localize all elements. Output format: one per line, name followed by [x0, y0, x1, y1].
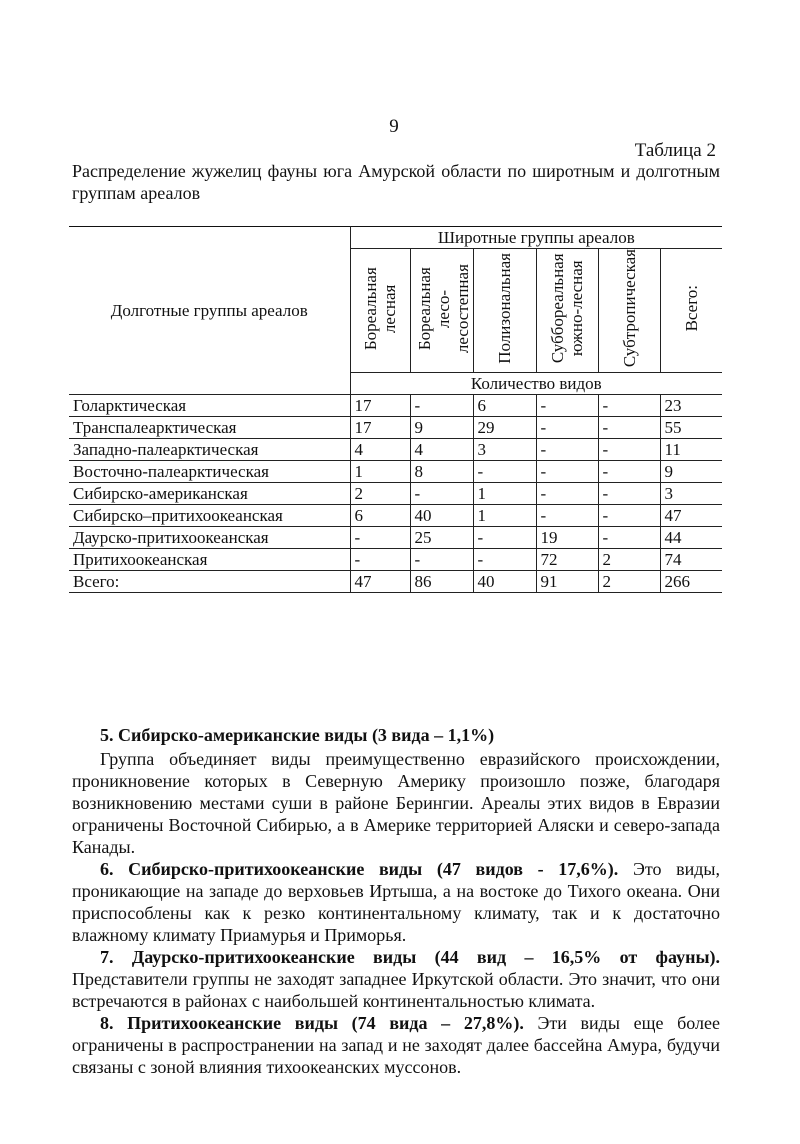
body-text: [72, 724, 720, 1078]
paragraph: [72, 1012, 720, 1078]
table-cell: 40: [410, 505, 473, 527]
row-header: Долготные группы ареалов: [69, 227, 350, 395]
paragraph: [72, 946, 720, 1012]
table-cell: 17: [350, 395, 410, 417]
column-header: Бореальная лесная: [350, 249, 410, 373]
group-header: Широтные группы ареалов: [350, 227, 722, 249]
table-row: [69, 483, 722, 505]
table-cell: 40: [473, 571, 536, 593]
table-row: [69, 527, 722, 549]
row-label: Западно-палеарктическая: [69, 439, 350, 461]
paragraph-text: Это виды, проникающие на западе до верховьев Иртыша, а на востоке до Тихого океана. Они приспособлены как к резко континентальному климату, так и к достаточно влажному климату Приамурья и Приморья.: [72, 859, 721, 945]
column-header: Полизональная: [473, 249, 536, 373]
table-label: Таблица 2: [634, 140, 716, 161]
row-label: Сибирско–притихоокеанская: [69, 505, 350, 527]
table-cell: 2: [598, 549, 660, 571]
table-cell: -: [598, 417, 660, 439]
row-label: Транспалеарктическая: [69, 417, 350, 439]
table-cell: 266: [660, 571, 722, 593]
units-header: Количество видов: [350, 373, 722, 395]
table-cell: -: [536, 461, 598, 483]
table-cell: -: [598, 395, 660, 417]
table-cell: -: [410, 483, 473, 505]
table-cell: 17: [350, 417, 410, 439]
table-cell: 3: [660, 483, 722, 505]
table-cell: 9: [410, 417, 473, 439]
table-row: [69, 571, 722, 593]
table-cell: 47: [660, 505, 722, 527]
table-cell: 4: [410, 439, 473, 461]
table-cell: 2: [598, 571, 660, 593]
section-heading: 7. Даурско-притихоокеанские виды (44 вид – 16,5% от фауны).: [100, 947, 720, 967]
row-label: Голарктическая: [69, 395, 350, 417]
page-number: 9: [389, 116, 399, 137]
column-header: Всего:: [660, 249, 722, 373]
table-cell: -: [536, 395, 598, 417]
table-row: [69, 461, 722, 483]
column-header: Бореальная лесо-лесостепная: [410, 249, 473, 373]
table-cell: -: [410, 395, 473, 417]
table-cell: 1: [473, 505, 536, 527]
table-cell: -: [473, 527, 536, 549]
table-cell: -: [473, 461, 536, 483]
paragraph-text: Представители группы не заходят западнее Иркутской области. Это значит, что они встречаются в районах с наибольшей континентальностью климата.: [72, 969, 720, 1011]
table-cell: 74: [660, 549, 722, 571]
row-label: Сибирско-американская: [69, 483, 350, 505]
table-cell: 72: [536, 549, 598, 571]
paragraph-text: Эти виды еще более ограничены в распространении на запад и не заходят далее бассейна Амура, будучи связаны с зоной влияния тихоокеанских муссонов.: [72, 1013, 720, 1077]
table-row: [69, 395, 722, 417]
table-cell: 6: [473, 395, 536, 417]
table-cell: -: [410, 549, 473, 571]
table-cell: 11: [660, 439, 722, 461]
table-cell: 55: [660, 417, 722, 439]
table-cell: 23: [660, 395, 722, 417]
table-cell: 8: [410, 461, 473, 483]
table-cell: -: [536, 483, 598, 505]
table-cell: -: [598, 439, 660, 461]
table-cell: 86: [410, 571, 473, 593]
column-header: Субтропическая: [598, 249, 660, 373]
species-distribution-table: [69, 226, 722, 593]
table-cell: -: [598, 505, 660, 527]
table-cell: -: [598, 527, 660, 549]
table-cell: 29: [473, 417, 536, 439]
section-heading: 5. Сибирско-американские виды (3 вида – 1,1%): [100, 725, 495, 745]
table-cell: -: [350, 527, 410, 549]
row-label: Даурско-притихоокеанская: [69, 527, 350, 549]
row-label: Восточно-палеарктическая: [69, 461, 350, 483]
column-header: Суббореальная южно-лесная: [536, 249, 598, 373]
table-row: [69, 417, 722, 439]
table-row: [69, 549, 722, 571]
table-caption: Распределение жужелиц фауны юга Амурской области по широтным и долготным группам ареалов: [72, 161, 720, 203]
table-cell: -: [598, 461, 660, 483]
table-cell: -: [473, 549, 536, 571]
table-cell: -: [536, 417, 598, 439]
section-heading: 6. Сибирско-притихоокеанские виды (47 видов - 17,6%).: [100, 859, 619, 879]
table-cell: 1: [350, 461, 410, 483]
table-cell: 47: [350, 571, 410, 593]
table-row: [69, 439, 722, 461]
table-cell: 25: [410, 527, 473, 549]
section-heading: 8. Притихоокеанские виды (74 вида – 27,8%).: [100, 1013, 524, 1033]
table-cell: -: [536, 505, 598, 527]
table-cell: -: [536, 439, 598, 461]
paragraph: [72, 858, 720, 946]
table-cell: 2: [350, 483, 410, 505]
table-cell: -: [350, 549, 410, 571]
table-cell: 3: [473, 439, 536, 461]
table-cell: -: [598, 483, 660, 505]
paragraph: Группа объединяет виды преимущественно евразийского происхождении, проникновение которых в Северную Америку произошло позже, благодаря возникновению местами суши в районе Берингии. Ареалы этих видов в Евразии ограничены Восточной Сибирью, а в Америке территорией Аляски и северо-запада Канады.: [72, 749, 720, 857]
table-cell: 9: [660, 461, 722, 483]
row-label: Притихоокеанская: [69, 549, 350, 571]
row-label: Всего:: [69, 571, 350, 593]
table-cell: 6: [350, 505, 410, 527]
table-cell: 91: [536, 571, 598, 593]
table-cell: 1: [473, 483, 536, 505]
table-row: [69, 505, 722, 527]
table-cell: 44: [660, 527, 722, 549]
table-cell: 4: [350, 439, 410, 461]
table-cell: 19: [536, 527, 598, 549]
